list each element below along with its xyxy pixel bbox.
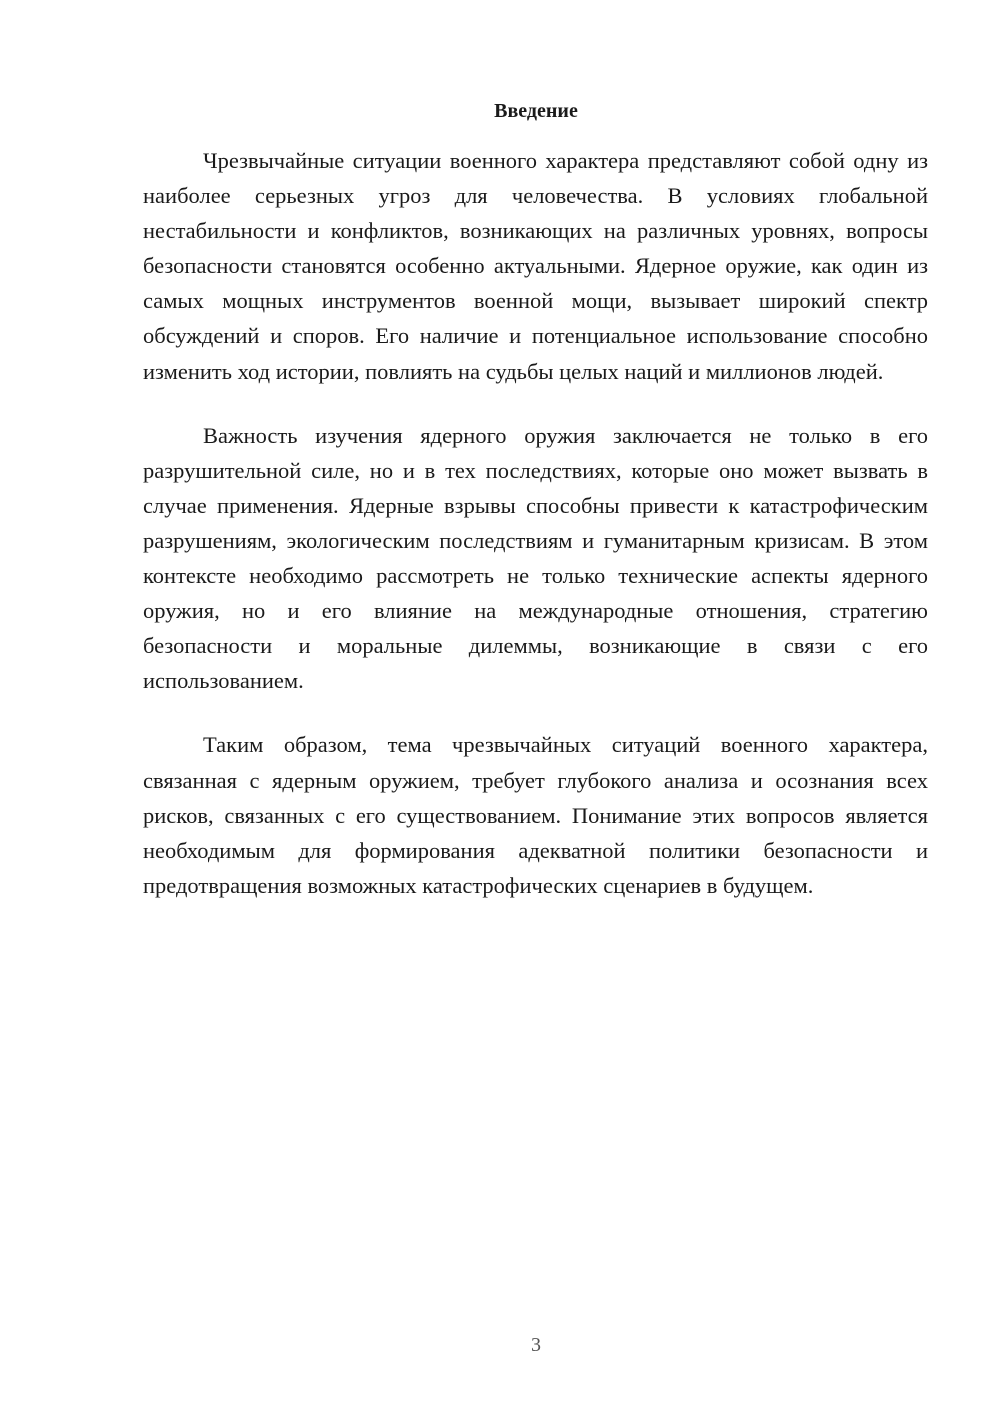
paragraph-3: Таким образом, тема чрезвычайных ситуаций военного характера, связанная с ядерным оружием, требует глубокого анализа и осознания всех рисков, связанных с его существованием. Понимание этих вопросов является необходимым для формирования адекватной политики безопасности и предотвращения возможных катастрофических сценариев в будущем. [143,732,928,898]
paragraph-1: Чрезвычайные ситуации военного характера представляют собой одну из наиболее серьезных угроз для человечества. В условиях глобальной нестабильности и конфликтов, возникающих на различных уровнях, вопросы безопасности становятся особенно актуальными. Ядерное оружие, как один из самых мощных инструментов военной мощи, вызывает широкий спектр обсуждений и споров. Его наличие и потенциальное использование способно изменить ход истории, повлиять на судьбы целых наций и миллионов людей. [143,148,928,384]
body-text [143,143,928,932]
page-number: 3 [531,1334,541,1356]
paragraph-2: Важность изучения ядерного оружия заключается не только в его разрушительной силе, но и в тех последствиях, которые оно может вызвать в случае применения. Ядерные взрывы способны привести к катастрофическим разрушениям, экологическим последствиям и гуманитарным кризисам. В этом контексте необходимо рассмотреть не только технические аспекты ядерного оружия, но и его влияние на международные отношения, стратегию безопасности и моральные дилеммы, возникающие в связи с его использованием. [143,422,928,694]
section-title: Введение [494,100,578,122]
